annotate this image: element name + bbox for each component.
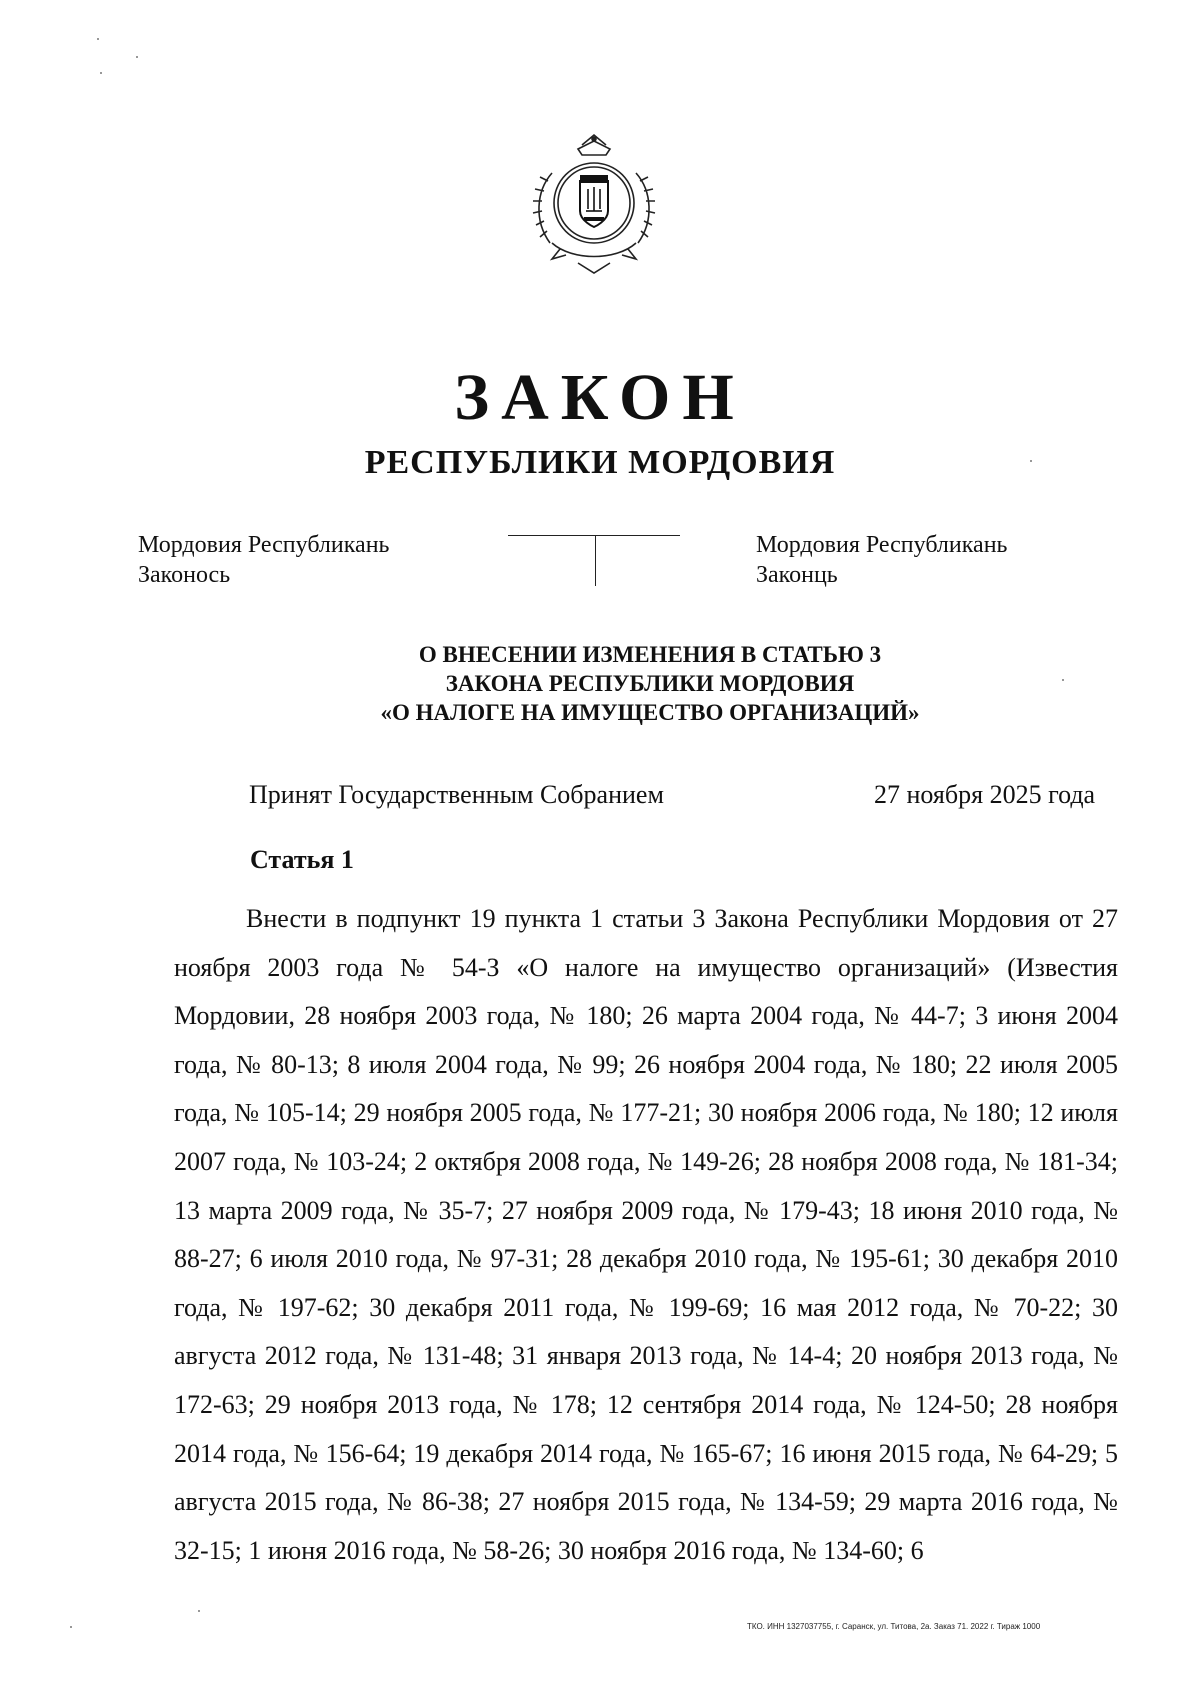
adopted-date: 27 ноября 2025 года	[874, 780, 1096, 809]
left-header-moksha	[138, 530, 389, 590]
scan-speck	[1030, 460, 1032, 462]
header-divider-horizontal	[508, 535, 680, 536]
scan-speck	[136, 56, 138, 58]
article-title: Статья 1	[250, 845, 354, 874]
scan-speck	[97, 38, 99, 40]
document-title: ЗАКОН	[454, 361, 746, 434]
left-header-line: Законось	[138, 562, 231, 588]
law-name-line: «О НАЛОГЕ НА ИМУЩЕСТВО ОРГАНИЗАЦИЙ»	[380, 700, 920, 725]
scan-speck	[1062, 679, 1064, 681]
law-name-line: ЗАКОНА РЕСПУБЛИКИ МОРДОВИЯ	[445, 671, 855, 696]
print-info-footer: ТКО. ИНН 1327037755, г. Саранск, ул. Титова, 2а. Заказ 71. 2022 г. Тираж 1000	[747, 1622, 1041, 1631]
article-body: Внести в подпункт 19 пункта 1 статьи 3 Закона Республики Мордовия от 27 ноября 2003 года № 54-З «О налоге на имущество организаций» (Известия Мордовии, 28 ноября 2003 года, № 180; 26 марта 2004 года, № 44-7; 3 июня 2004 года, № 80-13; 8 июля 2004 года, № 99; 26 ноября 2004 года, № 180; 22 июля 2005 года, № 105-14; 29 ноября 2005 года, № 177-21; 30 ноября 2006 года, № 180; 12 июля 2007 года, № 103-24; 2 октября 2008 года, № 149-26; 28 ноября 2008 года, № 181-34; 13 марта 2009 года, № 35-7; 27 ноября 2009 года, № 179-43; 18 июня 2010 года, № 88-27; 6 июля 2010 года, № 97-31; 28 декабря 2010 года, № 195-61; 30 декабря 2010 года, № 197-62; 30 декабря 2011 года, № 199-69; 16 мая 2012 года, № 70-22; 30 августа 2012 года, № 131-48; 31 января 2013 года, № 14-4; 20 ноября 2013 года, № 172-63; 29 ноября 2013 года, № 178; 12 сентября 2014 года, № 124-50; 28 ноября 2014 года, № 156-64; 19 декабря 2014 года, № 165-67; 16 июня 2015 года, № 64-29; 5 августа 2015 года, № 86-38; 27 ноября 2015 года, № 134-59; 29 марта 2016 года, № 32-15; 1 июня 2016 года, № 58-26; 30 ноября 2016 года, № 134-60; 6	[174, 904, 1118, 1565]
header-divider-vertical	[595, 535, 596, 586]
scan-speck	[100, 72, 102, 74]
law-name-line: О ВНЕСЕНИИ ИЗМЕНЕНИЯ В СТАТЬЮ 3	[418, 642, 882, 667]
coat-of-arms-emblem	[522, 131, 667, 281]
scan-speck	[198, 1610, 200, 1612]
scan-speck	[70, 1626, 72, 1628]
right-header-erzya	[756, 530, 1007, 590]
adopted-by: Принят Государственным Собранием	[249, 780, 664, 809]
right-header-line: Мордовия Республикань	[756, 532, 1008, 558]
left-header-line: Мордовия Республикань	[138, 532, 390, 558]
document-subtitle: РЕСПУБЛИКИ МОРДОВИЯ	[364, 444, 836, 481]
right-header-line: Законць	[756, 562, 838, 588]
law-name	[330, 640, 970, 727]
